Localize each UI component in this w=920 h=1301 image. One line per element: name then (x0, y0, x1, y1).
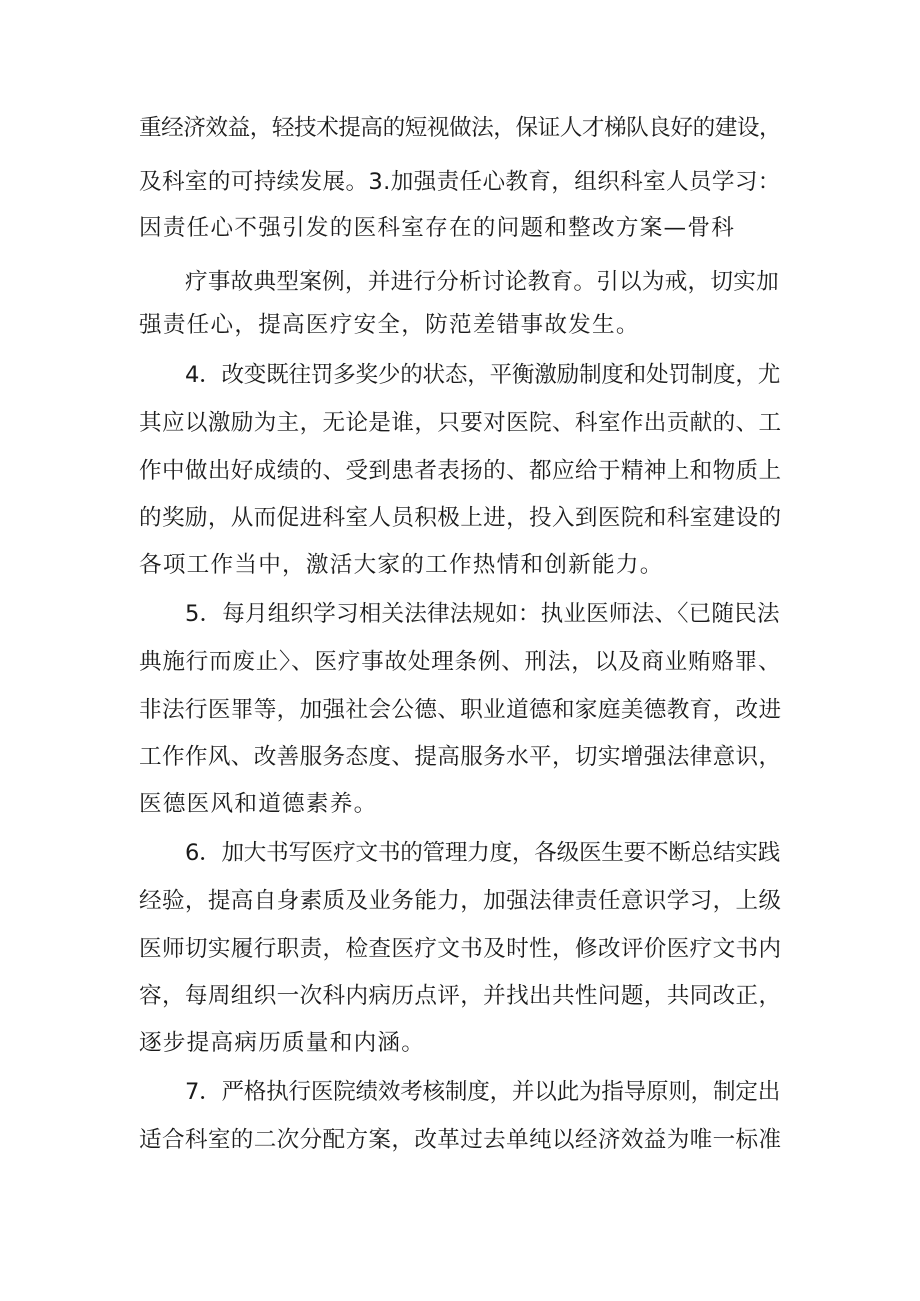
text-line-3: 因责任心不强引发的医科室存在的问题和整改方案—骨科 (139, 215, 736, 241)
text-line-14: 工作作风、改善服务态度、提高服务水平，切实增强法律意识， (139, 744, 782, 770)
text-line-5: 强责任心，提高医疗安全，防范差错事故发生。 (139, 312, 640, 338)
text-line-15: 医德医风和道德素养。 (139, 791, 378, 817)
text-line-10: 各项工作当中，激活大家的工作热情和创新能力。 (139, 552, 664, 578)
text-line-13: 非法行医罪等，加强社会公德、职业道德和家庭美德教育，改进 (139, 697, 782, 723)
text-line-11: 5．每月组织学习相关法律法规如：执业医师法、〈已随民法 (185, 601, 780, 627)
text-line-20: 逐步提高病历质量和内涵。 (139, 1030, 426, 1056)
text-line-18: 医师切实履行职责，检查医疗文书及时性，修改评价医疗文书内 (139, 936, 782, 962)
text-line-6: 4．改变既往罚多奖少的状态，平衡激励制度和处罚制度，尤 (185, 362, 781, 388)
text-line-19: 容，每周组织一次科内病历点评，并找出共性问题，共同改正， (139, 983, 782, 1009)
text-line-4: 疗事故典型案例，并进行分析讨论教育。引以为戒，切实加 (185, 269, 779, 295)
text-line-7: 其应以激励为主，无论是谁，只要对医院、科室作出贡献的、工 (139, 410, 782, 436)
text-line-8: 作中做出好成绩的、受到患者表扬的、都应给于精神上和物质上 (139, 458, 782, 484)
text-line-17: 经验，提高自身素质及业务能力，加强法律责任意识学习，上级 (139, 888, 782, 914)
text-line-9: 的奖励，从而促进科室人员积极上进，投入到医院和科室建设的 (139, 505, 782, 531)
text-line-2: 及科室的可持续发展。3.加强责任心教育，组织科室人员学习： (139, 169, 781, 195)
text-line-22: 适合科室的二次分配方案，改革过去单纯以经济效益为唯一标准 (139, 1127, 782, 1153)
text-line-12: 典施行而废止〉、医疗事故处理条例、刑法，以及商业贿赂罪、 (139, 649, 782, 675)
text-line-16: 6．加大书写医疗文书的管理力度，各级医生要不断总结实践 (185, 840, 781, 866)
text-line-21: 7．严格执行医院绩效考核制度，并以此为指导原则，制定出 (185, 1079, 781, 1105)
text-line-1: 重经济效益，轻技术提高的短视做法，保证人才梯队良好的建设， (139, 115, 782, 141)
